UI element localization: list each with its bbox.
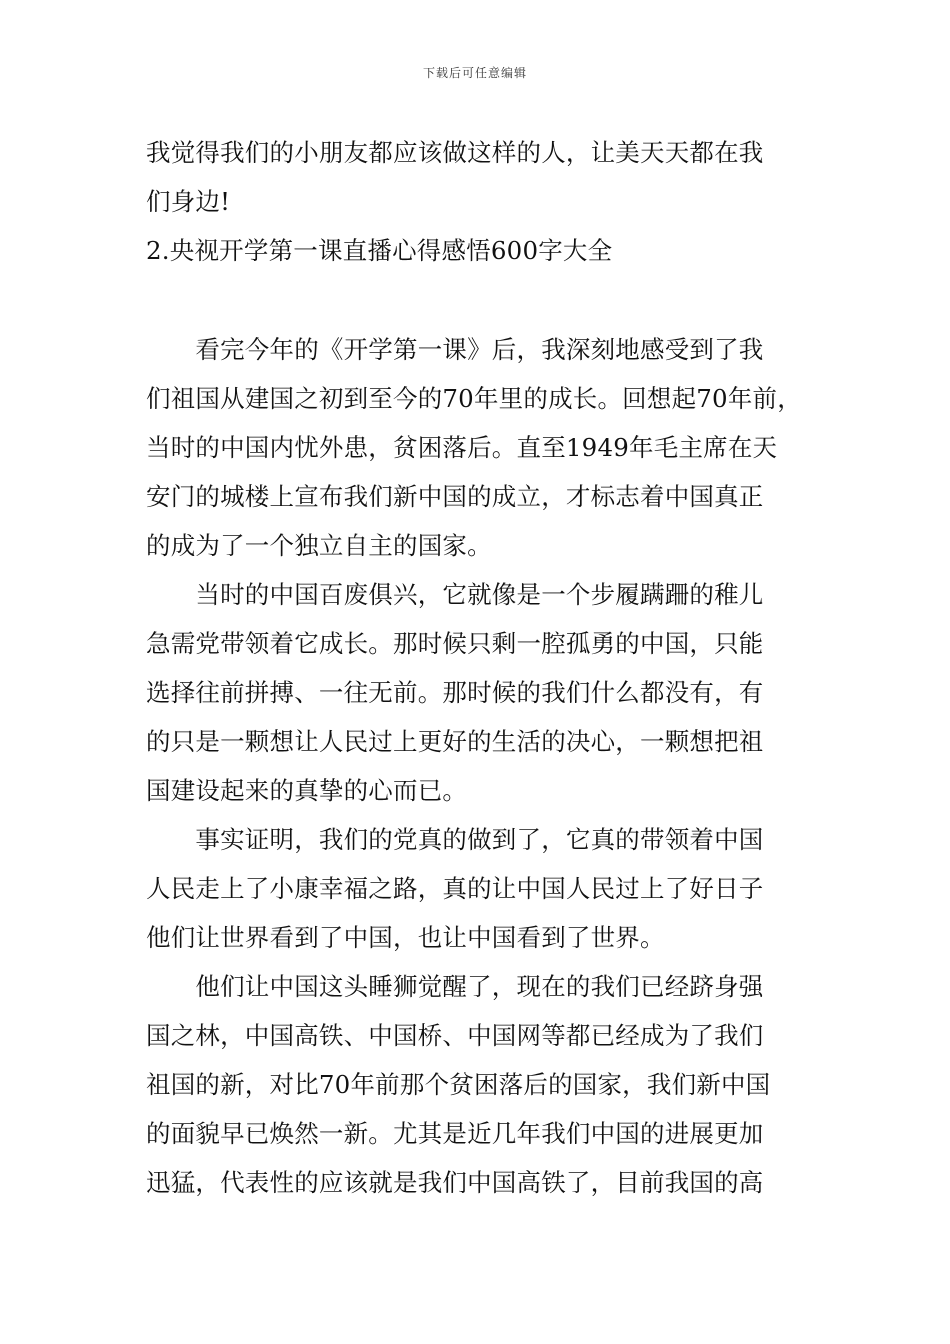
text-line: 当时的中国百废俱兴，它就像是一个步履蹒跚的稚儿 [146,580,764,609]
text-line: 国之林，中国高铁、中国桥、中国网等都已经成为了我们 [146,1021,764,1050]
text-line: 们身边! [146,187,231,216]
text-line: 急需党带领着它成长。那时候只剩一腔孤勇的中国，只能 [146,629,764,658]
text-line: 看完今年的《开学第一课》后，我深刻地感受到了我 [146,335,764,364]
text-line: 安门的城楼上宣布我们新中国的成立，才标志着中国真正 [146,482,764,511]
section-heading: 2.央视开学第一课直播心得感悟600字大全 [146,236,613,265]
text-line: 们祖国从建国之初到至今的70年里的成长。回想起70年前， [146,384,802,413]
text-line: 的成为了一个独立自主的国家。 [146,531,492,560]
text-line: 选择往前拼搏、一往无前。那时候的我们什么都没有，有 [146,678,764,707]
text-line: 他们让世界看到了中国，也让中国看到了世界。 [146,923,665,952]
blank-line [146,275,810,325]
text-line: 祖国的新，对比70年前那个贫困落后的国家，我们新中国 [146,1070,771,1099]
text-line: 他们让中国这头睡狮觉醒了，现在的我们已经跻身强 [146,972,764,1001]
text-line: 迅猛，代表性的应该就是我们中国高铁了，目前我国的高 [146,1168,764,1197]
text-line: 国建设起来的真挚的心而已。 [146,776,468,805]
document-body [146,128,810,1207]
text-line: 当时的中国内忧外患，贫困落后。直至1949年毛主席在天 [146,433,778,462]
text-line: 我觉得我们的小朋友都应该做这样的人，让美天天都在我 [146,138,764,167]
text-line: 的面貌早已焕然一新。尤其是近几年我们中国的进展更加 [146,1119,764,1148]
text-line: 人民走上了小康幸福之路，真的让中国人民过上了好日子 [146,874,764,903]
text-line: 事实证明，我们的党真的做到了，它真的带领着中国 [146,825,764,854]
text-line: 的只是一颗想让人民过上更好的生活的决心，一颗想把祖 [146,727,764,756]
page-header-note: 下载后可任意编辑 [422,66,527,80]
